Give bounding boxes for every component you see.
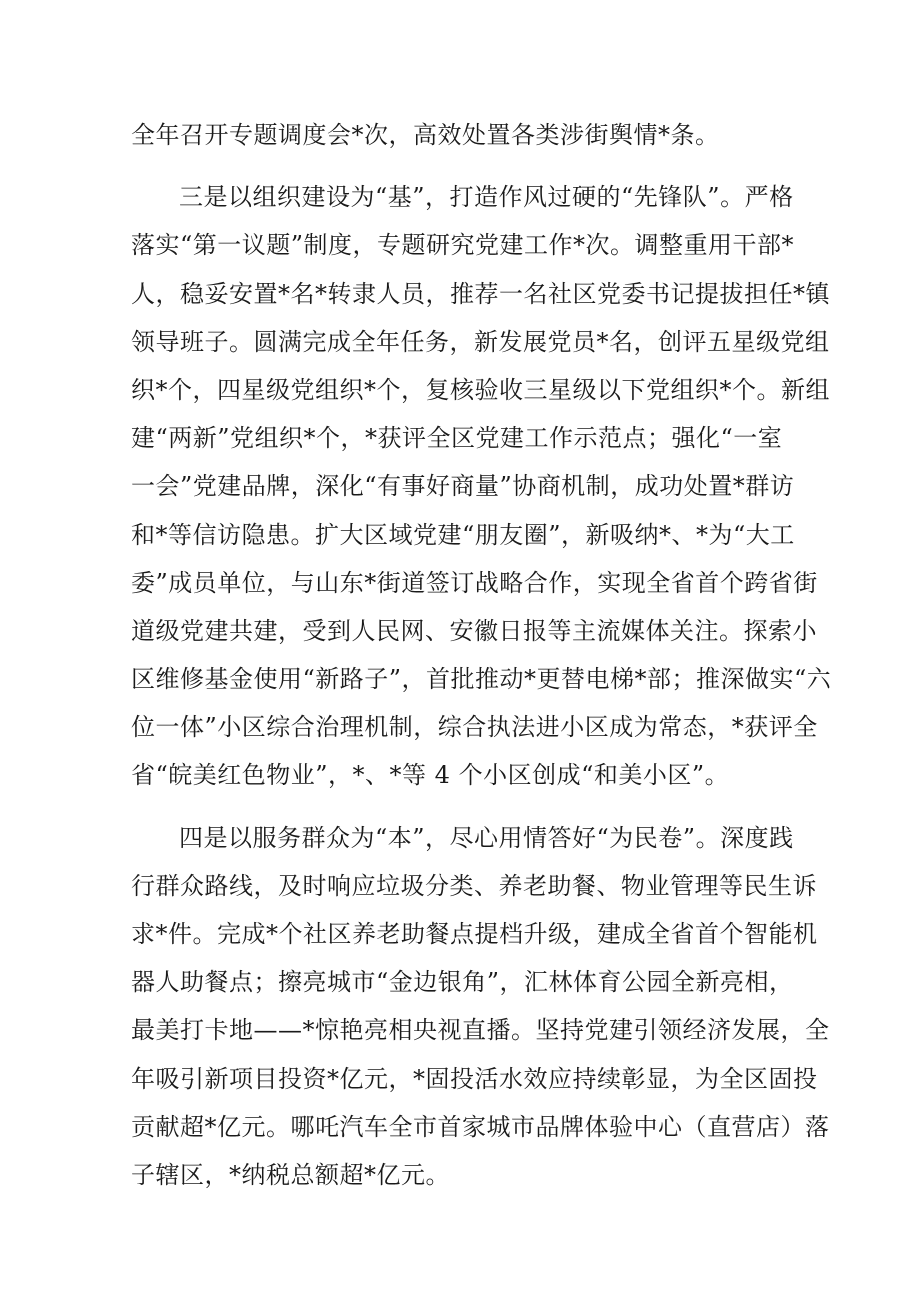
text-line: 建“两新”党组织*个，*获评全区党建工作示范点；强化“一室 — [131, 424, 783, 453]
text-line: 全年召开专题调度会*次，高效处置各类涉街舆情*条。 — [131, 121, 720, 149]
text-line: 织*个，四星级党组织*个，复核验收三星级以下党组织*个。新组 — [131, 375, 830, 404]
paragraph-2 — [131, 173, 832, 799]
text-line: 省“皖美红色物业”，*、*等 4 个小区创成“和美小区”。 — [131, 761, 730, 790]
text-line: 求*件。完成*个社区养老助餐点提档升级，建成全省首个智能机 — [131, 920, 818, 948]
paragraph-3 — [131, 814, 830, 1200]
text-line: 落实“第一议题”制度，专题研究党建工作*次。调整重用干部* — [131, 231, 795, 260]
text-line: 一会”党建品牌，深化“有事好商量”协商机制，成功处置*群访 — [131, 472, 795, 501]
text-line: 四是以服务群众为“本”，尽心用情答好“为民卷”。深度践 — [179, 823, 794, 852]
paragraph-gap — [0, 800, 920, 814]
text-line: 贡献超*亿元。哪吒汽车全市首家城市品牌体验中心（直营店）落 — [131, 1112, 830, 1141]
text-line: 位一体”小区综合治理机制，综合执法进小区成为常态，*获评全 — [131, 713, 818, 742]
text-line: 委”成员单位，与山东*街道签订战略合作，实现全省首个跨省街 — [131, 568, 818, 597]
paragraph-1 — [131, 111, 791, 159]
text-line: 年吸引新项目投资*亿元，*固投活水效应持续彰显，为全区固投 — [131, 1064, 818, 1093]
paragraph-gap — [0, 159, 920, 173]
text-line: 道级党建共建，受到人民网、安徽日报等主流媒体关注。探索小 — [131, 616, 817, 645]
text-line: 领导班子。圆满完成全年任务，新发展党员*名，创评五星级党组 — [131, 327, 830, 356]
text-line: 三是以组织建设为“基”，打造作风过硬的“先锋队”。严格 — [179, 183, 794, 212]
text-line: 区维修基金使用“新路子”，首批推动*更替电梯*部；推深做实“六 — [131, 665, 832, 694]
text-line: 最美打卡地——*惊艳亮相央视直播。坚持党建引领经济发展，全 — [131, 1016, 830, 1045]
text-line: 子辖区，*纳税总额超*亿元。 — [131, 1160, 450, 1189]
text-line: 行群众路线，及时响应垃圾分类、养老助餐、物业管理等民生诉 — [131, 871, 817, 900]
text-line: 人，稳妥安置*名*转隶人员，推荐一名社区党委书记提拔担任*镇 — [131, 279, 830, 308]
text-line: 器人助餐点；擦亮城市“金边银角”，汇林体育公园全新亮相， — [131, 968, 794, 997]
text-line: 和*等信访隐患。扩大区域党建“朋友圈”，新吸纳*、*为“大工 — [131, 520, 795, 549]
